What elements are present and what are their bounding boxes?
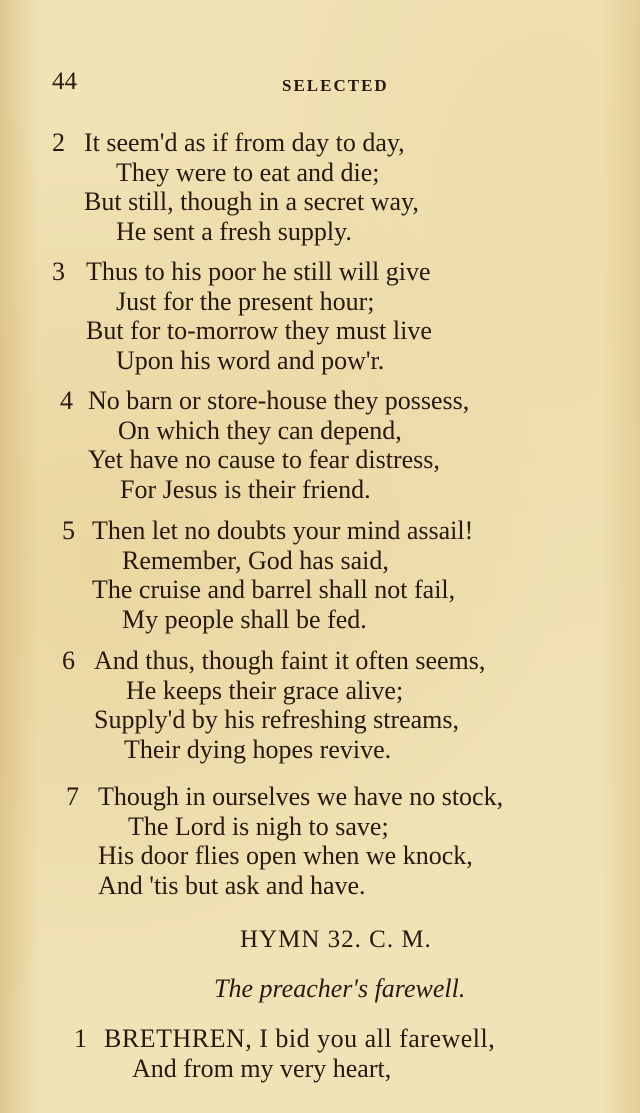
verse-number: 1 [74, 1024, 87, 1053]
verse-line: But still, though in a secret way, [84, 187, 419, 216]
verse-line: He keeps their grace alive; [126, 676, 404, 705]
verse-number: 4 [60, 386, 73, 415]
verse-line: BRETHREN, I bid you all farewell, [104, 1024, 496, 1053]
verse-line: And thus, though faint it often seems, [94, 646, 486, 675]
verse-number: 3 [52, 257, 65, 286]
running-head: SELECTED [282, 76, 389, 95]
verse-line: And 'tis but ask and have. [98, 871, 366, 900]
verse-line: And from my very heart, [132, 1054, 392, 1083]
verse-line: My people shall be fed. [122, 605, 367, 634]
verse-number: 5 [62, 516, 75, 545]
verse-line: Thus to his poor he still will give [86, 257, 431, 286]
verse-line: On which they can depend, [118, 416, 402, 445]
verse-line: No barn or store-house they possess, [88, 386, 470, 415]
verse-line: Just for the present hour; [116, 287, 375, 316]
hymn-title: HYMN 32. C. M. [240, 926, 432, 953]
verse-line: Supply'd by his refreshing streams, [94, 705, 460, 734]
verse-line: But for to-morrow they must live [86, 316, 432, 345]
verse-line: Remember, God has said, [122, 546, 389, 575]
page-number: 44 [52, 68, 77, 95]
verse-number: 2 [52, 128, 65, 157]
verse-line: Yet have no cause to fear distress, [88, 445, 440, 474]
verse-line: It seem'd as if from day to day, [84, 128, 405, 157]
verse-line: Though in ourselves we have no stock, [98, 782, 504, 811]
hymn-subtitle: The preacher's farewell. [214, 974, 466, 1003]
verse-line: For Jesus is their friend. [120, 475, 371, 504]
verse-line: He sent a fresh supply. [116, 217, 352, 246]
verse-line: Then let no doubts your mind assail! [92, 516, 474, 545]
verse-line: Their dying hopes revive. [124, 735, 392, 764]
verse-line: The Lord is nigh to save; [128, 812, 389, 841]
verse-line: They were to eat and die; [116, 158, 380, 187]
verse-number: 7 [66, 782, 79, 811]
verse-line: The cruise and barrel shall not fail, [92, 575, 456, 604]
verse-line: His door flies open when we knock, [98, 841, 473, 870]
verse-number: 6 [62, 646, 75, 675]
verse-line: Upon his word and pow'r. [116, 346, 385, 375]
